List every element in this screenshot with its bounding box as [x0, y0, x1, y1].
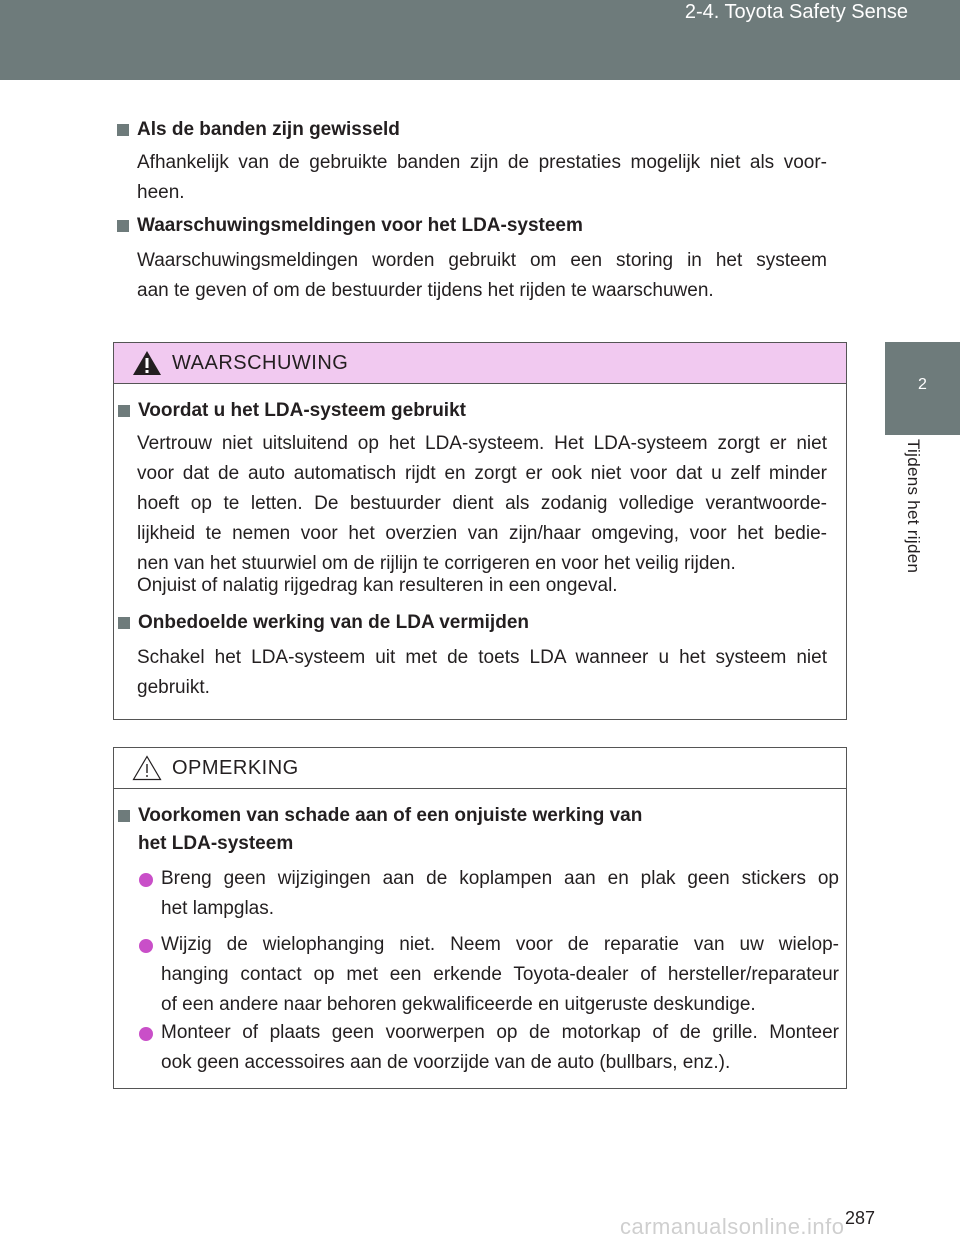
warning-item-title: Voordat u het LDA-systeem gebruikt: [118, 399, 466, 423]
notice-bullet-text: Monteer of plaats geen voorwerpen op de motorkap of de grille. Monteer ook geen accessoires aan de voorzijde van de auto (bullbars, enz.).: [161, 1022, 839, 1073]
warning-text: Schakel het LDA-systeem uit met de toets LDA wanneer u het systeem niet gebruikt.: [137, 647, 827, 698]
warning-text: Onjuist of nalatig rijgedrag kan resulteren in een ongeval.: [137, 575, 618, 596]
square-bullet-icon: [117, 220, 129, 232]
watermark: carmanualsonline.info: [620, 1214, 845, 1239]
page-header: [0, 0, 960, 80]
chapter-title: 2-4. Toyota Safety Sense: [684, 1, 908, 23]
square-bullet-icon: [117, 124, 129, 136]
chapter-tab-label: [885, 435, 960, 625]
caution-triangle-icon: [132, 755, 162, 781]
notice-item-title: Voorkomen van schade aan of een onjuiste werking van: [118, 804, 642, 828]
notice-item-title-cont: het LDA-systeem: [138, 833, 294, 854]
warning-item-title: Onbedoelde werking van de LDA vermijden: [118, 611, 529, 635]
square-bullet-icon: [118, 617, 130, 629]
warning-box: [113, 342, 847, 720]
warning-triangle-icon: [132, 350, 162, 376]
section-title: Waarschuwingsmeldingen voor het LDA-systeem: [117, 214, 583, 238]
bullet-dot-icon: [139, 939, 153, 953]
section-text: Waarschuwingsmeldingen worden gebruikt om een storing in het systeem aan te geven of om de bestuurder tijdens het rijden te waarschuwen.: [137, 250, 827, 301]
chapter-tab: [885, 342, 960, 435]
bullet-dot-icon: [139, 873, 153, 887]
page-number: 287: [845, 1208, 876, 1228]
section-text: Afhankelijk van de gebruikte banden zijn de prestaties mogelijk niet als voor- heen.: [137, 152, 827, 203]
bullet-dot-icon: [139, 1027, 153, 1041]
warning-header: [114, 343, 846, 384]
chapter-number: 2: [918, 376, 927, 393]
notice-bullet-text: Wijzig de wielophanging niet. Neem voor de reparatie van uw wielop- hanging contact op met een erkende Toyota-dealer of hersteller/reparateur of een andere naar behoren gekwalificeerde en uitgeruste deskundige.: [161, 934, 839, 1015]
warning-heading: WAARSCHUWING: [172, 351, 349, 374]
warning-text: Vertrouw niet uitsluitend op het LDA-systeem. Het LDA-systeem zorgt er niet voor dat de auto automatisch rijdt en zorgt er ook niet voor dat u zelf minder hoeft op te letten. De bestuurder dient als zodanig volledige verantwoorde- lijkheid te nemen voor het overzien van zijn/haar omgeving, voor het bedie- nen van het stuurwiel om de rijlijn te corrigeren en voor het veilig rijden.: [137, 433, 827, 574]
square-bullet-icon: [118, 810, 130, 822]
notice-heading: OPMERKING: [172, 756, 299, 779]
notice-bullet-text: Breng geen wijzigingen aan de koplampen aan en plak geen stickers op het lampglas.: [161, 868, 839, 919]
chapter-label: Tijdens het rijden: [904, 439, 923, 574]
section-title: Als de banden zijn gewisseld: [117, 118, 400, 142]
notice-header: [114, 748, 846, 789]
notice-box: [113, 747, 847, 1089]
square-bullet-icon: [118, 405, 130, 417]
